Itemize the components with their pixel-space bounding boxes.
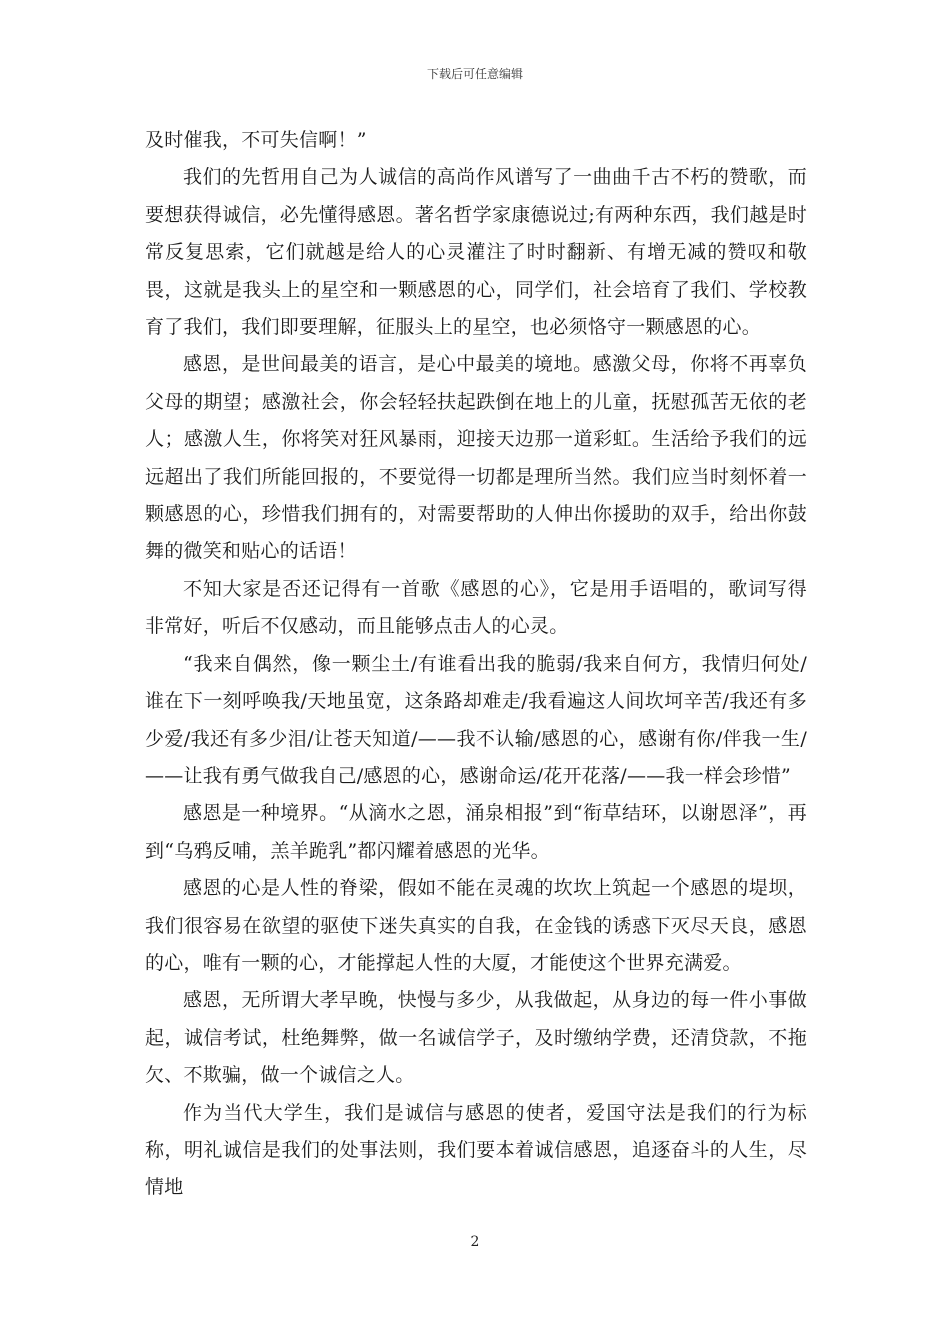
paragraph-4: 不知大家是否还记得有一首歌《感恩的心》，它是用手语唱的，歌词写得非常好，听后不仅感动，而且能够点击人的心灵。 [145,577,807,638]
page-number: 2 [470,1234,480,1250]
paragraph-6: 感恩是一种境界。“从滴水之恩，涌泉相报”到“衔草结环，以谢恩泽”，再到“乌鸦反哺，羔羊跪乳”都闪耀着感恩的光华。 [145,802,807,862]
paragraph-1: 及时催我，不可失信啊！” [145,129,367,151]
page-header-note: 下载后可任意编辑 [426,67,523,81]
paragraph-3: 感恩，是世间最美的语言，是心中最美的境地。感激父母，你将不再辜负父母的期望；感激社会，你会轻轻扶起跌倒在地上的儿童，抚慰孤苦无依的老人；感激人生，你将笑对狂风暴雨，迎接天边那一道彩虹。生活给予我们的远远超出了我们所能回报的，不要觉得一切都是理所当然。我们应当时刻怀着一颗感恩的心，珍惜我们拥有的，对需要帮助的人伸出你援助的双手，给出你鼓舞的微笑和贴心的话语！ [145,353,807,563]
paragraph-5-lyrics: “我来自偶然，像一颗尘土/有谁看出我的脆弱/我来自何方，我情归何处/谁在下一刻呼唤我/天地虽宽，这条路却难走/我看遍这人间坎坷辛苦/我还有多少爱/我还有多少泪/让苍天知道/——我不认输/感恩的心，感谢有你/伴我一生/——让我有勇气做我自己/感恩的心，感谢命运/花开花落/——我一样会珍惜” [145,652,807,787]
paragraph-2: 我们的先哲用自己为人诚信的高尚作风谱写了一曲曲千古不朽的赞歌，而要想获得诚信，必先懂得感恩。著名哲学家康德说过;有两种东西，我们越是时常反复思索，它们就越是给人的心灵灌注了时时翻新、有增无减的赞叹和敬畏，这就是我头上的星空和一颗感恩的心，同学们，社会培育了我们、学校教育了我们，我们即要理解，征服头上的星空，也必须恪守一颗感恩的心。 [145,166,807,339]
document-body [145,122,807,1207]
paragraph-8: 感恩，无所谓大孝早晚，快慢与多少，从我做起，从身边的每一件小事做起，诚信考试，杜绝舞弊，做一名诚信学子，及时缴纳学费，还清贷款，不拖欠、不欺骗，做一个诚信之人。 [145,989,807,1087]
paragraph-9: 作为当代大学生，我们是诚信与感恩的使者，爱国守法是我们的行为标称，明礼诚信是我们的处事法则，我们要本着诚信感恩，追逐奋斗的人生，尽情地 [145,1101,807,1199]
paragraph-7: 感恩的心是人性的脊梁，假如不能在灵魂的坎坎上筑起一个感恩的堤坝，我们很容易在欲望的驱使下迷失真实的自我，在金钱的诱惑下灭尽天良，感恩的心，唯有一颗的心，才能撑起人性的大厦，才能使这个世界充满爱。 [145,877,807,974]
